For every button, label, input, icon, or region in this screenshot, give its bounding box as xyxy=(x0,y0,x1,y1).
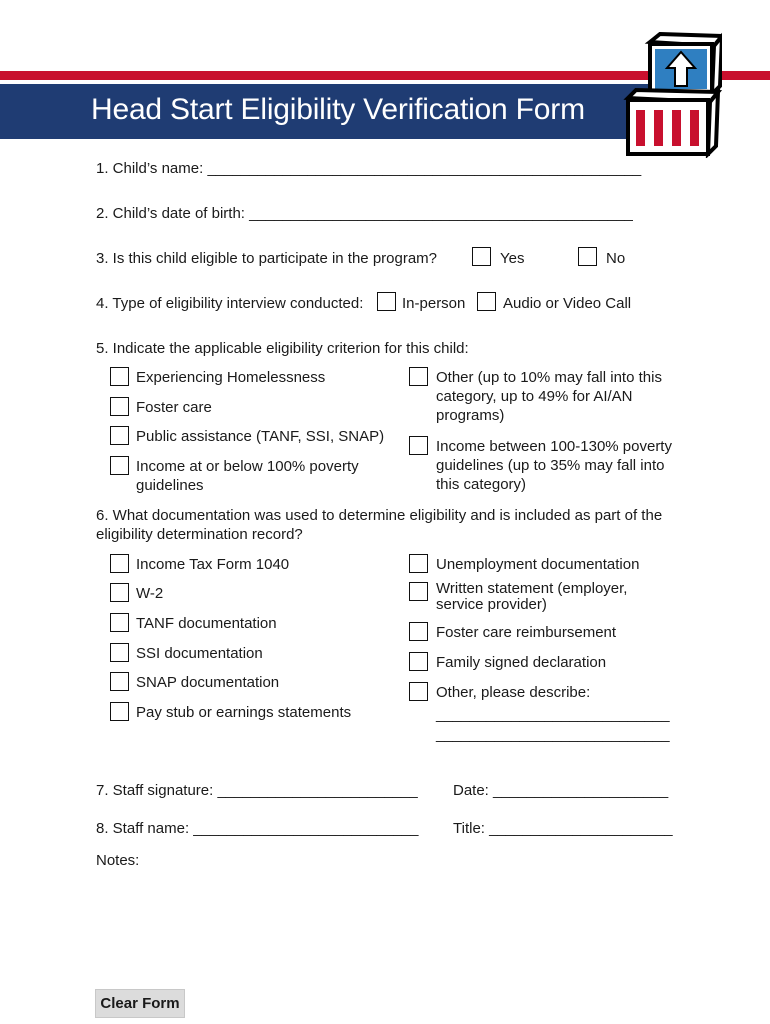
unemployment-doc-label: Unemployment documentation xyxy=(436,556,640,573)
written-statement-label: Written statement (employer, service provider) xyxy=(436,580,628,613)
pay-stub-label: Pay stub or earnings statements xyxy=(136,704,352,721)
homelessness-label: Experiencing Homelessness xyxy=(136,369,326,386)
other-criterion-checkbox[interactable] xyxy=(409,367,428,386)
eligible-question-label: 3. Is this child eligible to participate in the program? xyxy=(96,250,438,267)
family-declaration-label: Family signed declaration xyxy=(436,654,607,671)
foster-reimbursement-checkbox[interactable] xyxy=(409,622,428,641)
other-doc-checkbox[interactable] xyxy=(409,682,428,701)
date-field[interactable]: Date: _____________________ xyxy=(453,782,669,799)
other-doc-label: Other, please describe: xyxy=(436,684,591,701)
w2-label: W-2 xyxy=(136,585,164,602)
in-person-checkbox[interactable] xyxy=(377,292,396,311)
childs-dob-field[interactable]: 2. Child’s date of birth: ______________________________________________ xyxy=(96,205,633,222)
eligible-no-checkbox[interactable] xyxy=(578,247,597,266)
title-field[interactable]: Title: ______________________ xyxy=(453,820,673,837)
income-100-130-checkbox[interactable] xyxy=(409,436,428,455)
written-statement-checkbox[interactable] xyxy=(409,582,428,601)
other-describe-line-1[interactable]: ____________________________ xyxy=(436,706,670,723)
pay-stub-checkbox[interactable] xyxy=(110,702,129,721)
staff-name-field[interactable]: 8. Staff name: ___________________________ xyxy=(96,820,419,837)
tax-form-1040-label: Income Tax Form 1040 xyxy=(136,556,290,573)
head-start-blocks-logo-icon xyxy=(622,32,722,158)
clear-form-button[interactable]: Clear Form xyxy=(95,989,185,1018)
other-criterion-label: Other (up to 10% may fall into this category, up to 49% for AI/AN programs) xyxy=(436,369,662,424)
in-person-label: In-person xyxy=(402,295,466,312)
childs-name-field[interactable]: 1. Child’s name: ____________________________________________________ xyxy=(96,160,642,177)
foster-care-label: Foster care xyxy=(136,399,212,416)
income-100-130-label: Income between 100-130% poverty guidelines (up to 35% may fall into this category) xyxy=(436,438,672,493)
eligible-no-label: No xyxy=(606,250,626,267)
unemployment-doc-checkbox[interactable] xyxy=(409,554,428,573)
page-title: Head Start Eligibility Verification Form xyxy=(91,93,585,126)
tanf-doc-label: TANF documentation xyxy=(136,615,277,632)
notes-label: Notes: xyxy=(96,852,140,869)
homelessness-checkbox[interactable] xyxy=(110,367,129,386)
foster-reimbursement-label: Foster care reimbursement xyxy=(436,624,617,641)
snap-doc-checkbox[interactable] xyxy=(110,672,129,691)
eligible-yes-checkbox[interactable] xyxy=(472,247,491,266)
audio-video-label: Audio or Video Call xyxy=(503,295,632,312)
income-below-100-label: Income at or below 100% poverty guidelines xyxy=(136,458,359,494)
eligibility-criterion-label: 5. Indicate the applicable eligibility criterion for this child: xyxy=(96,340,469,357)
documentation-question-label: 6. What documentation was used to determine eligibility and is included as part of the eligibility determination record? xyxy=(96,507,663,543)
tanf-doc-checkbox[interactable] xyxy=(110,613,129,632)
income-below-100-checkbox[interactable] xyxy=(110,456,129,475)
public-assistance-checkbox[interactable] xyxy=(110,426,129,445)
foster-care-checkbox[interactable] xyxy=(110,397,129,416)
eligible-yes-label: Yes xyxy=(500,250,525,267)
w2-checkbox[interactable] xyxy=(110,583,129,602)
public-assistance-label: Public assistance (TANF, SSI, SNAP) xyxy=(136,428,385,445)
family-declaration-checkbox[interactable] xyxy=(409,652,428,671)
other-describe-line-2[interactable]: ____________________________ xyxy=(436,726,670,743)
tax-form-1040-checkbox[interactable] xyxy=(110,554,129,573)
audio-video-checkbox[interactable] xyxy=(477,292,496,311)
snap-doc-label: SNAP documentation xyxy=(136,674,280,691)
ssi-doc-checkbox[interactable] xyxy=(110,643,129,662)
staff-signature-field[interactable]: 7. Staff signature: ________________________ xyxy=(96,782,418,799)
interview-type-label: 4. Type of eligibility interview conducted: xyxy=(96,295,364,312)
ssi-doc-label: SSI documentation xyxy=(136,645,263,662)
